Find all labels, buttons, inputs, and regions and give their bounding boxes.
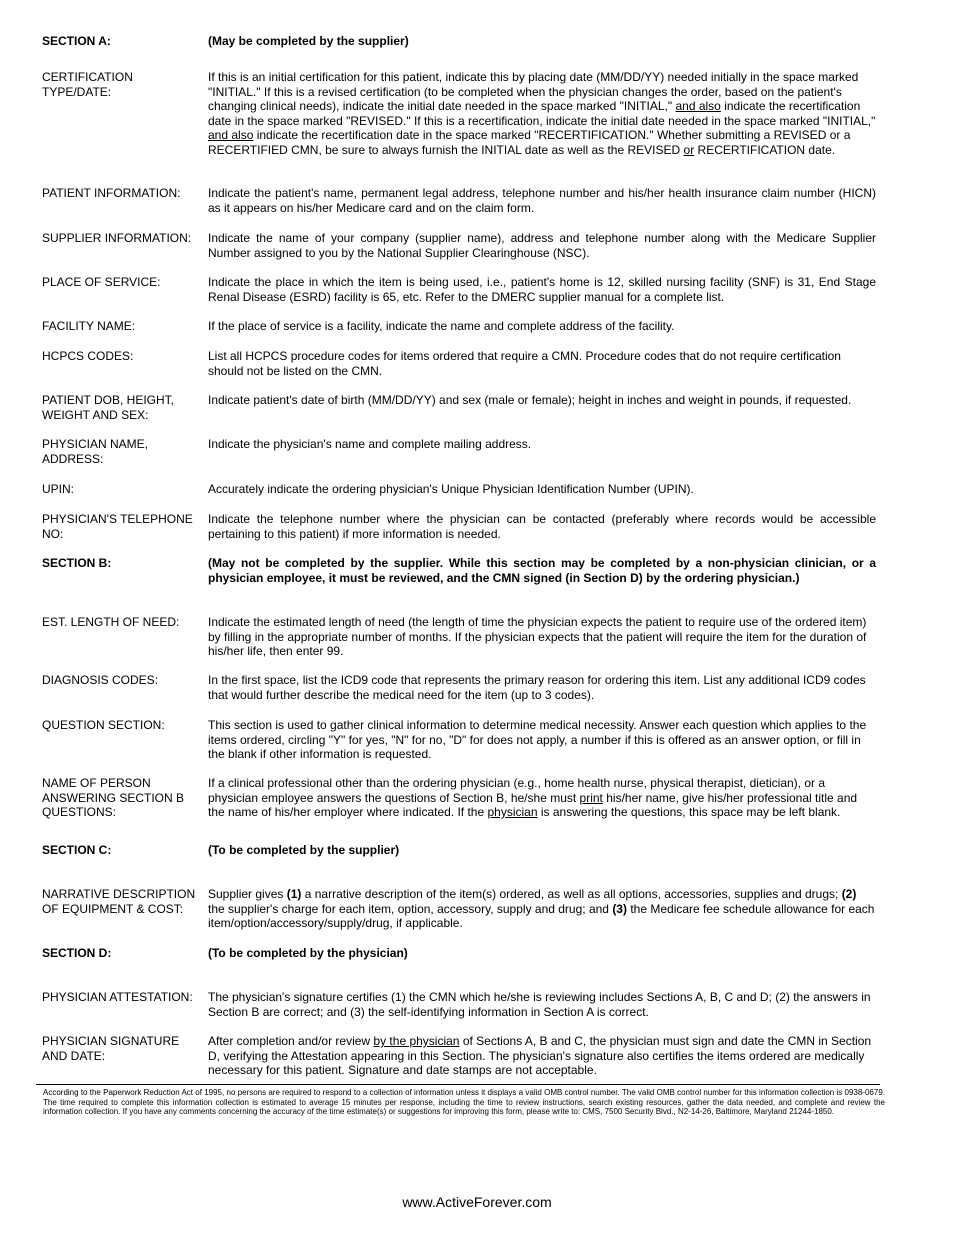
- diagnosis-text: In the first space, list the ICD9 code that represents the primary reason for ordering this item. List any additional ICD9 codes that would further describe the medical need for the item (up to 3 codes).: [208, 673, 866, 702]
- facility-name-text: If the place of service is a facility, indicate the name and complete address of the facility.: [208, 319, 675, 333]
- length-of-need-label: EST. LENGTH OF NEED:: [42, 615, 180, 629]
- physician-name-text: Indicate the physician's name and complete mailing address.: [208, 437, 532, 451]
- question-section-text: This section is used to gather clinical information to determine medical necessity. Answer each question which applies to the items ordered, circling "Y" for yes, "N" for no, "D" for does not apply, a number if this is offered as an answer option, or fill in the blank if other information is requested.: [208, 718, 867, 761]
- section-c-title: SECTION C:: [42, 843, 112, 857]
- dob-text: Indicate patient's date of birth (MM/DD/YY) and sex (male or female); height in inches and weight in pounds, if requested.: [208, 393, 852, 407]
- certification-label: CERTIFICATION TYPE/DATE:: [42, 70, 133, 99]
- question-section-label: QUESTION SECTION:: [42, 718, 165, 732]
- supplier-info-label: SUPPLIER INFORMATION:: [42, 231, 192, 245]
- signature-label: PHYSICIAN SIGNATURE AND DATE:: [42, 1034, 180, 1063]
- footnote-divider: [36, 1084, 880, 1085]
- section-b-title: SECTION B:: [42, 556, 112, 570]
- supplier-info-text: Indicate the name of your company (supplier name), address and telephone number along with the Medicare Supplier Number assigned to you by the National Supplier Clearinghouse (NSC).: [208, 231, 876, 260]
- hcpcs-label: HCPCS CODES:: [42, 349, 134, 363]
- length-of-need-text: Indicate the estimated length of need (the length of time the physician expects the patient to require use of the ordered item) by filling in the appropriate number of months. If the physician expects that the patient will require the item for the duration of his/her life, then enter 99.: [208, 615, 867, 658]
- section-c-note: (To be completed by the supplier): [208, 843, 400, 857]
- dob-label: PATIENT DOB, HEIGHT, WEIGHT AND SEX:: [42, 393, 175, 422]
- certification-text: If this is an initial certification for this patient, indicate this by placing date (MM/DD/YY) needed initially in the space marked "INITIAL." If this is a revised certification (to be completed when the physician changes the order, based on the patient's changing clinical needs), indicate the initial date needed in the space marked "INITIAL," and also indicate the recertification date in the space marked "REVISED." If this is a recertification, indicate the initial date needed in the space marked "INITIAL," and also indicate the recertification date in the space marked "RECERTIFICATION." Whether submitting a REVISED or a RECERTIFIED CMN, be sure to always furnish the INITIAL date as well as the REVISED or RECERTIFICATION date.: [208, 70, 876, 157]
- narrative-label: NARRATIVE DESCRIPTION OF EQUIPMENT & COST:: [42, 887, 196, 916]
- attestation-label: PHYSICIAN ATTESTATION:: [42, 990, 193, 1004]
- section-a-note: (May be completed by the supplier): [208, 34, 409, 48]
- paperwork-footnote: According to the Paperwork Reduction Act of 1995, no persons are required to respond to a collection of information unless it displays a valid OMB control number. The valid OMB control number for this information collection is 0938-0679. The time required to complete this information collection is estimated to average 15 minutes per response, including the time to review instructions, search existing resources, gather the data needed, and complete and review the information collection. If you have any comments concerning the accuracy of the time estimate(s) or suggestions for improving this form, please write to: CMS, 7500 Security Blvd., N2-14-26, Baltimore, Maryland 21244-1850.: [43, 1088, 885, 1117]
- signature-text: After completion and/or review by the physician of Sections A, B and C, the physician must sign and date the CMN in Section D, verifying the Attestation appearing in this Section. The physician's signature also certifies the items ordered are medically necessary for this patient. Signature and date stamps are not acceptable.: [208, 1034, 872, 1077]
- upin-text: Accurately indicate the ordering physician's Unique Physician Identification Number (UPIN).: [208, 482, 694, 496]
- upin-label: UPIN:: [42, 482, 75, 496]
- section-d-note: (To be completed by the physician): [208, 946, 408, 960]
- hcpcs-text: List all HCPCS procedure codes for items ordered that require a CMN. Procedure codes that do not require certification should not be listed on the CMN.: [208, 349, 841, 378]
- section-d-title: SECTION D:: [42, 946, 112, 960]
- place-of-service-text: Indicate the place in which the item is being used, i.e., patient's home is 12, skilled nursing facility (SNF) is 31, End Stage Renal Disease (ESRD) facility is 65, etc. Refer to the DMERC supplier manual for a complete list.: [208, 275, 876, 304]
- phys-phone-text: Indicate the telephone number where the physician can be contacted (preferably where records would be accessible pertaining to this patient) if more information is needed.: [208, 512, 876, 541]
- facility-name-label: FACILITY NAME:: [42, 319, 136, 333]
- section-a-title: SECTION A:: [42, 34, 111, 48]
- narrative-text: Supplier gives (1) a narrative description of the item(s) ordered, as well as all options, accessories, supplies and drugs; (2) the supplier's charge for each item, option, accessory, supply and drug; and (3) the Medicare fee schedule allowance for each item/option/accessory/supply/drug, if applicable.: [208, 887, 875, 930]
- place-of-service-label: PLACE OF SERVICE:: [42, 275, 161, 289]
- section-b-note: (May not be completed by the supplier. While this section may be completed by a non-physician clinician, or a physician employee, it must be reviewed, and the CMN signed (in Section D) by the ordering physician.): [208, 556, 876, 585]
- patient-info-label: PATIENT INFORMATION:: [42, 186, 181, 200]
- name-person-text: If a clinical professional other than the ordering physician (e.g., home health nurse, physical therapist, dietician), or a physician employee answers the questions of Section B, he/she must print his/her name, give his/her professional title and the name of his/her employer where indicated. If the physician is answering the questions, this space may be left blank.: [208, 776, 858, 819]
- attestation-text: The physician's signature certifies (1) the CMN which he/she is reviewing includes Sections A, B, C and D; (2) the answers in Section B are correct; and (3) the self-identifying information in Section A is correct.: [208, 990, 871, 1019]
- patient-info-text: Indicate the patient's name, permanent legal address, telephone number and his/her health insurance claim number (HICN) as it appears on his/her Medicare card and on the claim form.: [208, 186, 876, 215]
- diagnosis-label: DIAGNOSIS CODES:: [42, 673, 159, 687]
- phys-phone-label: PHYSICIAN'S TELEPHONE NO:: [42, 512, 193, 541]
- name-person-label: NAME OF PERSON ANSWERING SECTION B QUESTIONS:: [42, 776, 185, 819]
- website-footer: www.ActiveForever.com: [402, 1194, 552, 1210]
- physician-name-label: PHYSICIAN NAME, ADDRESS:: [42, 437, 149, 466]
